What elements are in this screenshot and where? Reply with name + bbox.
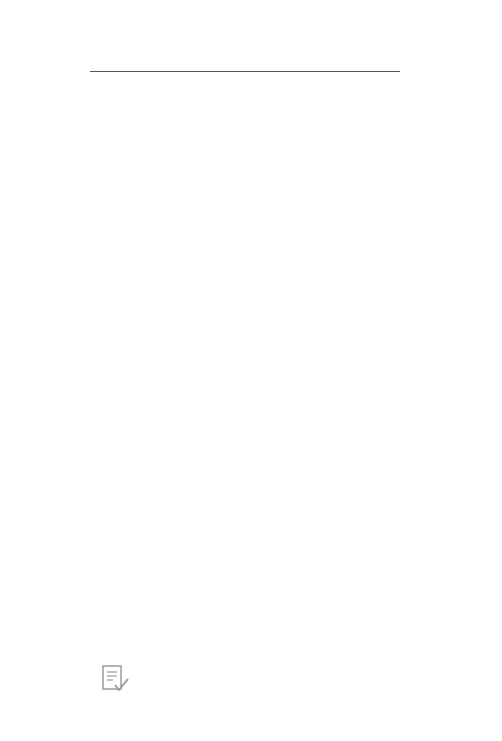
content	[67, 96, 438, 111]
header-rule	[90, 71, 400, 72]
document-check-icon	[100, 664, 130, 694]
